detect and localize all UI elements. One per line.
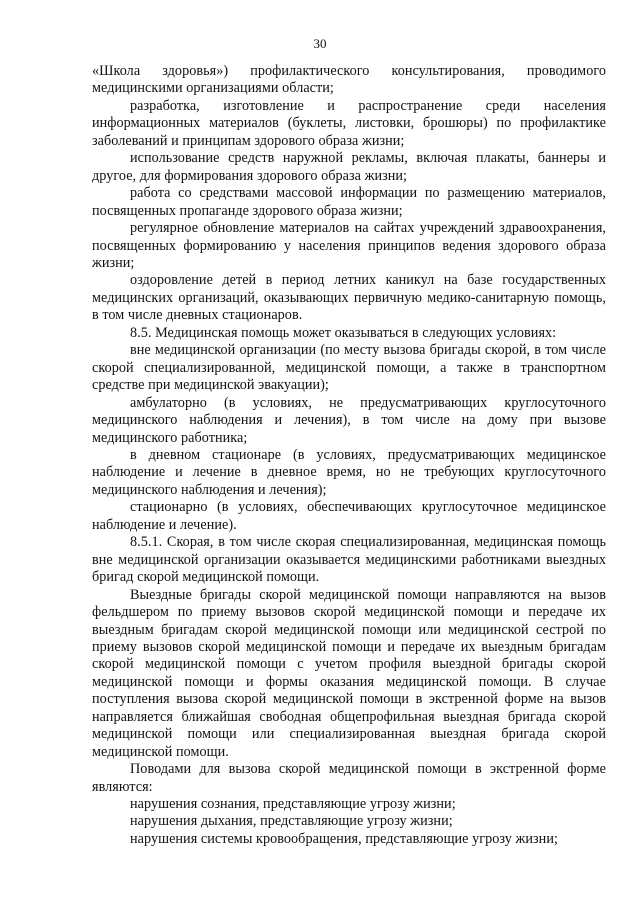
list-item: нарушения сознания, представляющие угрозу жизни; bbox=[130, 796, 456, 813]
paragraph: 8.5.1. Скорая, в том числе скорая специализированная, медицинская помощь вне медицинской организации оказывается медицинскими работниками выездных бригад скорой медицинской помощи. bbox=[92, 534, 606, 586]
list-item: нарушения дыхания, представляющие угрозу жизни; bbox=[130, 813, 453, 830]
paragraph-continuation: «Школа здоровья») профилактического консультирования, проводимого медицинскими организациями области; bbox=[92, 63, 606, 97]
section-heading: 8.5. Медицинская помощь может оказываться в следующих условиях: bbox=[130, 324, 557, 341]
page-number: 30 bbox=[313, 36, 327, 51]
paragraph: разработка, изготовление и распространение среди населения информационных материалов (буклеты, листовки, брошюры) по профилактике заболеваний и принципам здорового образа жизни; bbox=[92, 97, 606, 149]
body-text bbox=[92, 63, 606, 848]
paragraph: использование средств наружной рекламы, включая плакаты, баннеры и другое, для формирования здорового образа жизни; bbox=[92, 150, 606, 184]
paragraph: Поводами для вызова скорой медицинской помощи в экстренной форме являются: bbox=[92, 761, 606, 795]
list-item: нарушения системы кровообращения, представляющие угрозу жизни; bbox=[130, 830, 558, 847]
paragraph: в дневном стационаре (в условиях, предусматривающих медицинское наблюдение и лечение в дневное время, но не требующих круглосуточного медицинского наблюдения и лечения); bbox=[92, 446, 606, 498]
paragraph: амбулаторно (в условиях, не предусматривающих круглосуточного медицинского наблюдения и лечения), в том числе на дому при вызове медицинского работника; bbox=[92, 394, 606, 446]
paragraph: вне медицинской организации (по месту вызова бригады скорой, в том числе скорой специализированной, медицинской помощи, а также в транспортном средстве при медицинской эвакуации); bbox=[92, 342, 606, 394]
paragraph: работа со средствами массовой информации по размещению материалов, посвященных пропаганде здорового образа жизни; bbox=[92, 185, 606, 219]
paragraph: Выездные бригады скорой медицинской помощи направляются на вызов фельдшером по приему вызовов скорой медицинской помощи и передаче их выездным бригадам скорой медицинской помощи или медицинской сестрой по приему вызовов скорой медицинской помощи и передаче их выездным бригадам скорой медицинской помощи с учетом профиля выездной бригады скорой медицинской помощи и формы оказания медицинской помощи. В случае поступления вызова скорой медицинской помощи в экстренной форме на вызов направляется ближайшая свободная общепрофильная выездная бригада скорой медицинской помощи или специализированная выездная бригада скорой медицинской помощи. bbox=[92, 586, 606, 760]
paragraph: регулярное обновление материалов на сайтах учреждений здравоохранения, посвященных формированию у населения принципов ведения здорового образа жизни; bbox=[92, 220, 606, 271]
paragraph: оздоровление детей в период летних каникул на базе государственных медицинских организаций, оказывающих первичную медико-санитарную помощь, в том числе дневных стационаров. bbox=[92, 272, 606, 324]
paragraph: стационарно (в условиях, обеспечивающих круглосуточное медицинское наблюдение и лечение). bbox=[92, 499, 606, 533]
